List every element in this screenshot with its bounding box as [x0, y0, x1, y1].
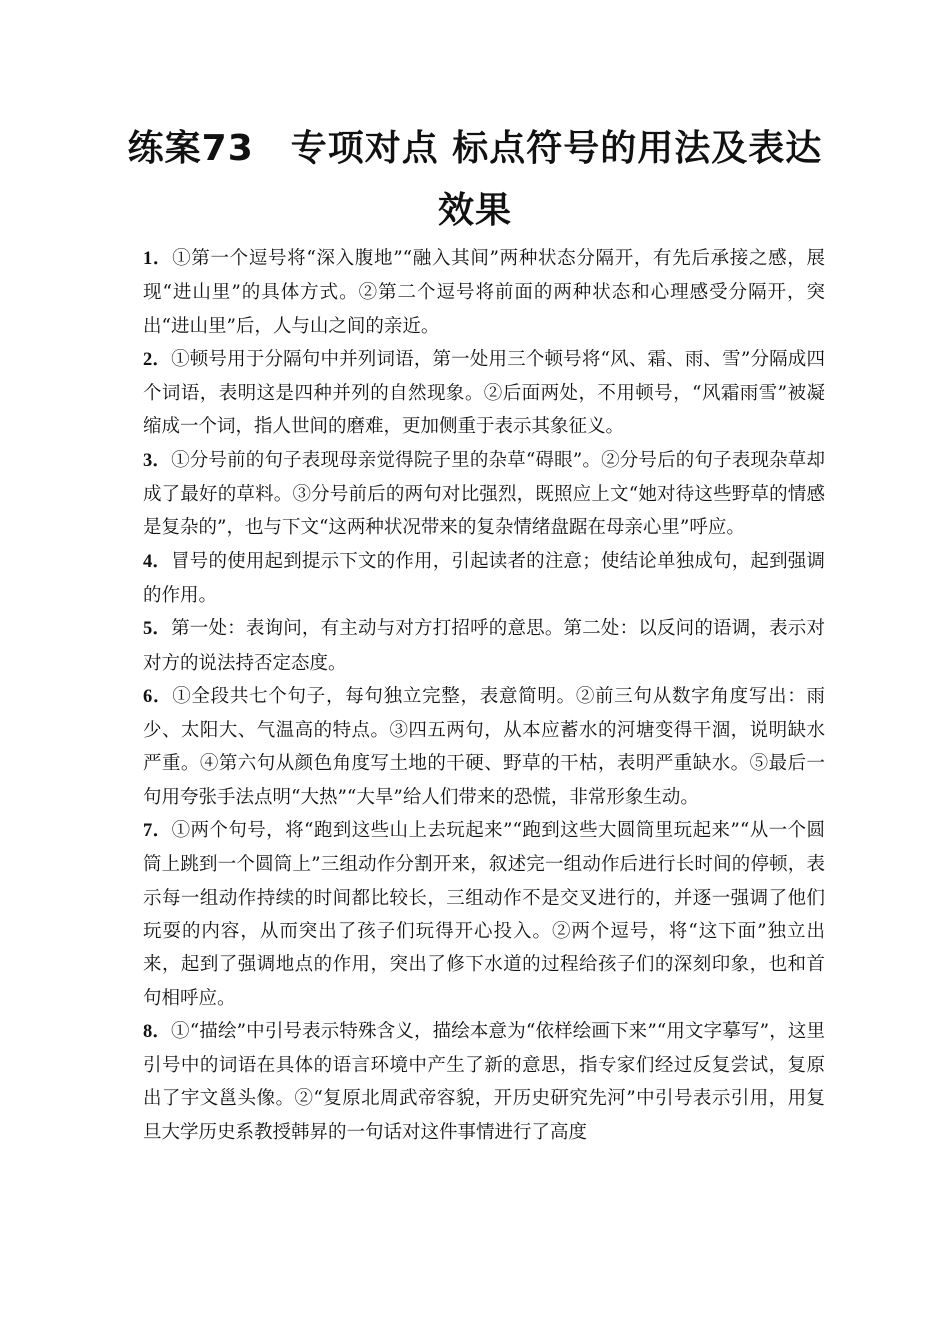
- answer-text: 第一处：表询问，有主动与对方打招呼的意思。第二处：以反问的语调，表示对对方的说法持否定态度。: [143, 618, 825, 674]
- answer-item-3: [143, 444, 825, 545]
- answer-item-2: [143, 343, 825, 444]
- answer-number: 5．: [143, 619, 172, 640]
- page-title: 练案73 专项对点 标点符号的用法及表达效果: [127, 128, 823, 231]
- answer-text: ①“描绘”中引号表示特殊含义，描绘本意为“依样绘画下来”“用文字摹写”，这里引号中的词语在具体的语言环境中产生了新的意思，指专家们经过反复尝试，复原出了宇文邕头像。②“复原北周武帝容貌，开历史研究先河”中引号表示引用，用复旦大学历史系教授韩昇的一句话对这件事情进行了高度: [143, 1020, 825, 1143]
- answer-number: 2．: [143, 349, 172, 370]
- answer-item-8: [143, 1015, 825, 1149]
- answer-number: 8．: [143, 1021, 172, 1042]
- answer-text: ①全段共七个句子，每句独立完整，表意简明。②前三句从数字角度写出：雨少、太阳大、气温高的特点。③四五两句，从本应蓄水的河塘变得干涸，说明缺水严重。④第六句从颜色角度写土地的干硬、野草的干枯，表明严重缺水。⑤最后一句用夸张手法点明“大热”“大旱”给人们带来的恐慌，非常形象生动。: [143, 685, 825, 808]
- answer-text: ①第一个逗号将“深入腹地”“融入其间”两种状态分隔开，有先后承接之感，展现“进山里”的具体方式。②第二个逗号将前面的两种状态和心理感受分隔开，突出“进山里”后，人与山之间的亲近。: [143, 248, 825, 337]
- answer-number: 3．: [143, 450, 172, 471]
- answer-item-5: [143, 612, 825, 680]
- answer-number: 1．: [143, 249, 173, 269]
- answer-item-7: [143, 814, 825, 1015]
- answer-number: 7．: [143, 821, 172, 842]
- answer-text: ①顿号用于分隔句中并列词语，第一处用三个顿号将“风、霜、雨、雪”分隔成四个词语，表明这是四种并列的自然现象。②后面两处，不用顿号，“风霜雨雪”被凝缩成一个词，指人世间的磨难，更加侧重于表示其象征义。: [143, 348, 825, 438]
- answer-text: ①分号前的句子表现母亲觉得院子里的杂草“碍眼”。②分号后的句子表现杂草却成了最好的草料。③分号前后的两句对比强烈，既照应上文“她对待这些野草的情感是复杂的”，也与下文“这两种状况带来的复杂情绪盘踞在母亲心里”呼应。: [143, 449, 825, 539]
- answer-item-1: [143, 242, 825, 343]
- answer-list: [143, 242, 825, 1149]
- answer-item-6: [143, 680, 825, 814]
- answer-text: ①两个句号，将“跑到这些山上去玩起来”“跑到这些大圆筒里玩起来”“从一个圆筒上跳到一个圆筒上”三组动作分割开来，叙述完一组动作后进行长时间的停顿，表示每一组动作持续的时间都比较长，三组动作不是交叉进行的，并逐一强调了他们玩耍的内容，从而突出了孩子们玩得开心投入。②两个逗号，将“这下面”独立出来，起到了强调地点的作用，突出了修下水道的过程给孩子们的深刻印象，也和首句相呼应。: [143, 820, 825, 1009]
- answer-text: 冒号的使用起到提示下文的作用，引起读者的注意；使结论单独成句，起到强调的作用。: [143, 550, 825, 606]
- answer-item-4: [143, 545, 825, 613]
- answer-number: 4．: [143, 551, 172, 572]
- answer-number: 6．: [143, 686, 173, 707]
